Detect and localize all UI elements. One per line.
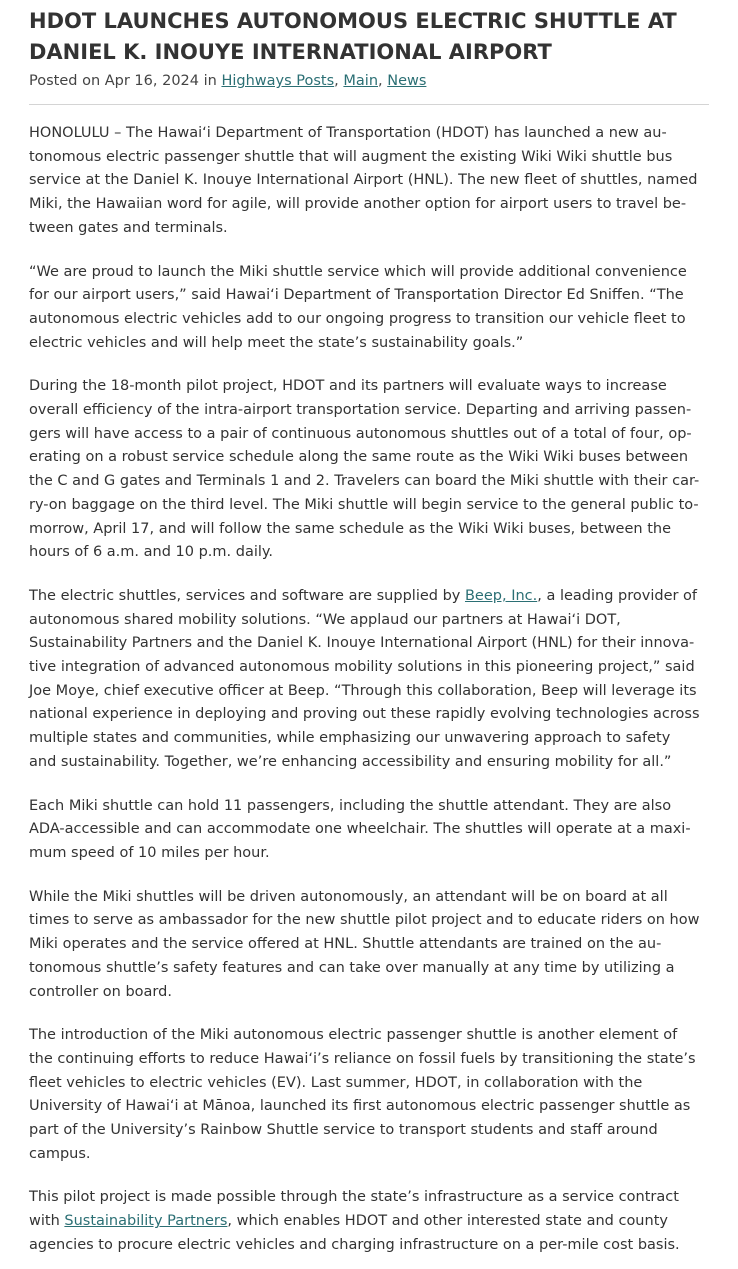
text-line: the C and G gates and Terminals 1 and 2. Travelers can board the Miki shuttle with their car- <box>29 473 700 490</box>
category-separator: , <box>334 73 344 89</box>
paragraph-2 <box>29 261 709 356</box>
paragraph-7 <box>29 1024 709 1166</box>
text-line: autonomous shared mobility solutions. “We applaud our partners at Hawaiʻi DOT, <box>29 611 621 628</box>
paragraph-6 <box>29 886 709 1005</box>
text-line: HONOLULU – The Hawaiʻi Department of Transportation (HDOT) has launched a new au- <box>29 125 667 141</box>
text-segment: The electric shuttles, services and software are supplied by <box>29 587 465 604</box>
text-line: During the 18-month pilot project, HDOT and its partners will evaluate ways to increase <box>29 378 667 395</box>
category-link-main[interactable]: Main <box>343 73 379 89</box>
text-line: University of Hawaiʻi at Mānoa, launched its first autonomous electric passenger shuttle as <box>29 1098 691 1115</box>
text-line: morrow, April 17, and will follow the same schedule as the Wiki Wiki buses, between the <box>29 520 671 537</box>
text-line: tween gates and terminals. <box>29 219 228 236</box>
text-line: service at the Daniel K. Inouye International Airport (HNL). The new fleet of shuttles, named <box>29 172 698 189</box>
text-line: Sustainability Partners and the Daniel K. Inouye International Airport (HNL) for their innova- <box>29 635 695 652</box>
posted-date: Posted on Apr 16, 2024 in <box>29 73 222 89</box>
text-line: tonomous shuttle’s safety features and can take over manually at any time by utilizing a <box>29 959 675 976</box>
category-link-news[interactable]: News <box>387 73 427 89</box>
title-divider <box>29 104 709 105</box>
text-line: national experience in deploying and proving out these rapidly evolving technologies across <box>29 706 700 723</box>
text-line: mum speed of 10 miles per hour. <box>29 844 270 861</box>
text-segment: with <box>29 1213 65 1230</box>
text-line: the continuing efforts to reduce Hawaiʻi’s reliance on fossil fuels by transitioning the state’s <box>29 1050 696 1067</box>
text-line: ry-on baggage on the third level. The Miki shuttle will begin service to the general public to- <box>29 496 699 513</box>
text-line: Joe Moye, chief executive officer at Beep. “Through this collaboration, Beep will leverage its <box>29 682 697 699</box>
text-line: controller on board. <box>29 983 172 1000</box>
text-line: times to serve as ambassador for the new shuttle pilot project and to educate riders on how <box>29 912 700 929</box>
text-line: fleet vehicles to electric vehicles (EV). Last summer, HDOT, in collaboration with the <box>29 1074 643 1091</box>
text-line: Miki operates and the service offered at HNL. Shuttle attendants are trained on the au- <box>29 936 662 953</box>
title-line-1: HDOT LAUNCHES AUTONOMOUS ELECTRIC SHUTTLE AT <box>29 9 677 33</box>
text-line: hours of 6 a.m. and 10 p.m. daily. <box>29 544 274 561</box>
article-body <box>29 122 709 1258</box>
text-line: erating on a robust service schedule along the same route as the Wiki Wiki buses between <box>29 449 689 466</box>
text-line: tonomous electric passenger shuttle that will augment the existing Wiki Wiki shuttle bus <box>29 148 673 165</box>
text-line: agencies to procure electric vehicles and charging infrastructure on a per-mile cost basis. <box>29 1236 680 1253</box>
paragraph-3 <box>29 375 709 565</box>
text-segment: , a leading provider of <box>537 587 698 604</box>
text-line: While the Miki shuttles will be driven autonomously, an attendant will be on board at all <box>29 888 668 905</box>
paragraph-1 <box>29 122 709 241</box>
text-line: electric vehicles and will help meet the state’s sustainability goals.” <box>29 334 524 351</box>
paragraph-5 <box>29 795 709 866</box>
text-line: “We are proud to launch the Miki shuttle service which will provide additional convenience <box>29 263 687 280</box>
text-line: Each Miki shuttle can hold 11 passengers, including the shuttle attendant. They are also <box>29 797 672 814</box>
text-line: overall efficiency of the intra-airport transportation service. Departing and arriving passen- <box>29 402 692 419</box>
text-line: ADA-accessible and can accommodate one wheelchair. The shuttles will operate at a maxi- <box>29 821 691 838</box>
beep-inc-link[interactable]: Beep, Inc. <box>464 587 538 604</box>
text-line: for our airport users,” said Hawaiʻi Department of Transportation Director Ed Sniffen. “The <box>29 287 684 304</box>
text-line: gers will have access to a pair of continuous autonomous shuttles out of a total of four, op- <box>29 425 692 442</box>
paragraph-8 <box>29 1186 709 1257</box>
text-line: The introduction of the Miki autonomous electric passenger shuttle is another element of <box>29 1027 678 1044</box>
post-meta <box>29 70 709 92</box>
title-line-2: DANIEL K. INOUYE INTERNATIONAL AIRPORT <box>29 40 552 64</box>
text-line: autonomous electric vehicles add to our ongoing progress to transition our vehicle fleet to <box>29 310 686 327</box>
text-segment: , which enables HDOT and other interested state and county <box>227 1213 668 1230</box>
text-line: multiple states and communities, while emphasizing our unwavering approach to safety <box>29 730 671 747</box>
text-line: This pilot project is made possible through the state’s infrastructure as a service contract <box>29 1189 679 1206</box>
sustainability-partners-link[interactable]: Sustainability Partners <box>64 1213 228 1230</box>
text-line: tive integration of advanced autonomous mobility solutions in this pioneering project,” said <box>29 659 695 676</box>
text-line: part of the University’s Rainbow Shuttle service to transport students and staff around <box>29 1122 658 1139</box>
text-line: campus. <box>29 1145 91 1162</box>
text-line: and sustainability. Together, we’re enhancing accessibility and ensuring mobility for all.” <box>29 753 672 770</box>
article-title <box>29 6 709 68</box>
paragraph-4 <box>29 585 709 775</box>
category-separator: , <box>378 73 388 89</box>
category-link-highways-posts[interactable]: Highways Posts <box>221 73 335 89</box>
text-line: Miki, the Hawaiian word for agile, will provide another option for airport users to travel be- <box>29 196 687 213</box>
